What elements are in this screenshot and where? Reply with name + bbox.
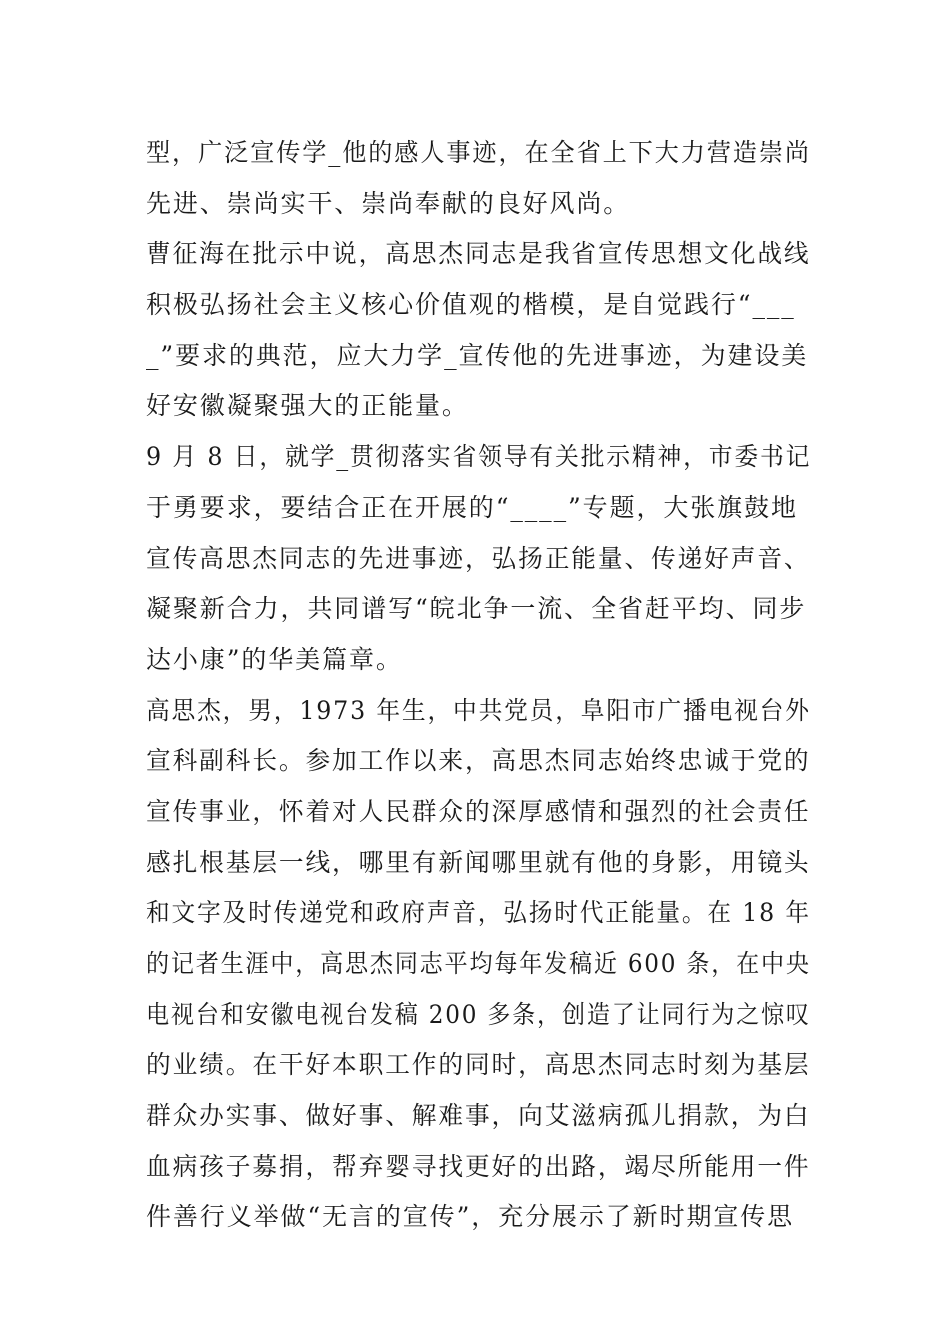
text-line: 曹征海在批示中说，高思杰同志是我省宣传思想文化战线: [146, 239, 811, 269]
text-line: 好安徽凝聚强大的正能量。: [146, 391, 469, 421]
text-line: 9 月 8 日，就学_贯彻落实省领导有关批示精神，市委书记: [146, 442, 812, 472]
text-line: 感扎根基层一线，哪里有新闻哪里就有他的身影，用镜头: [146, 847, 811, 877]
text-line: 先进、崇尚实干、崇尚奉献的良好风尚。: [146, 188, 631, 218]
text-line: 血病孩子募捐，帮弃婴寻找更好的出路，竭尽所能用一件: [146, 1151, 811, 1181]
text-line: 的业绩。在干好本职工作的同时，高思杰同志时刻为基层: [146, 1050, 811, 1080]
text-line: 宣传高思杰同志的先进事迹，弘扬正能量、传递好声音、: [146, 543, 811, 573]
text-line: 宣传事业，怀着对人民群众的深厚感情和强烈的社会责任: [146, 796, 811, 826]
text-line: 凝聚新合力，共同谱写“皖北争一流、全省赶平均、同步: [146, 594, 807, 624]
document-body: [146, 128, 811, 1243]
text-line: 积极弘扬社会主义核心价值观的楷模，是自觉践行“___: [146, 290, 796, 320]
text-line: 型，广泛宣传学_他的感人事迹，在全省上下大力营造崇尚: [146, 138, 811, 167]
text-line: 的记者生涯中，高思杰同志平均每年发稿近 600 条，在中央: [146, 949, 811, 978]
text-line: 于勇要求，要结合正在开展的“____”专题，大张旗鼓地: [146, 492, 798, 522]
text-line: _”要求的典范，应大力学_宣传他的先进事迹，为建设美: [146, 340, 809, 370]
text-line: 群众办实事、做好事、解难事，向艾滋病孤儿捐款，为白: [146, 1101, 811, 1131]
text-line: 高思杰，男，1973 年生，中共党员，阜阳市广播电视台外: [146, 695, 811, 725]
text-line: 件善行义举做“无言的宣传”，充分展示了新时期宣传思: [146, 1202, 795, 1232]
text-line: 和文字及时传递党和政府声音，弘扬时代正能量。在 18 年: [146, 898, 811, 928]
text-line: 电视台和安徽电视台发稿 200 多条，创造了让同行为之惊叹: [146, 999, 811, 1029]
text-line: 宣科副科长。参加工作以来，高思杰同志始终忠诚于党的: [146, 746, 811, 776]
text-line: 达小康”的华美篇章。: [146, 644, 403, 674]
